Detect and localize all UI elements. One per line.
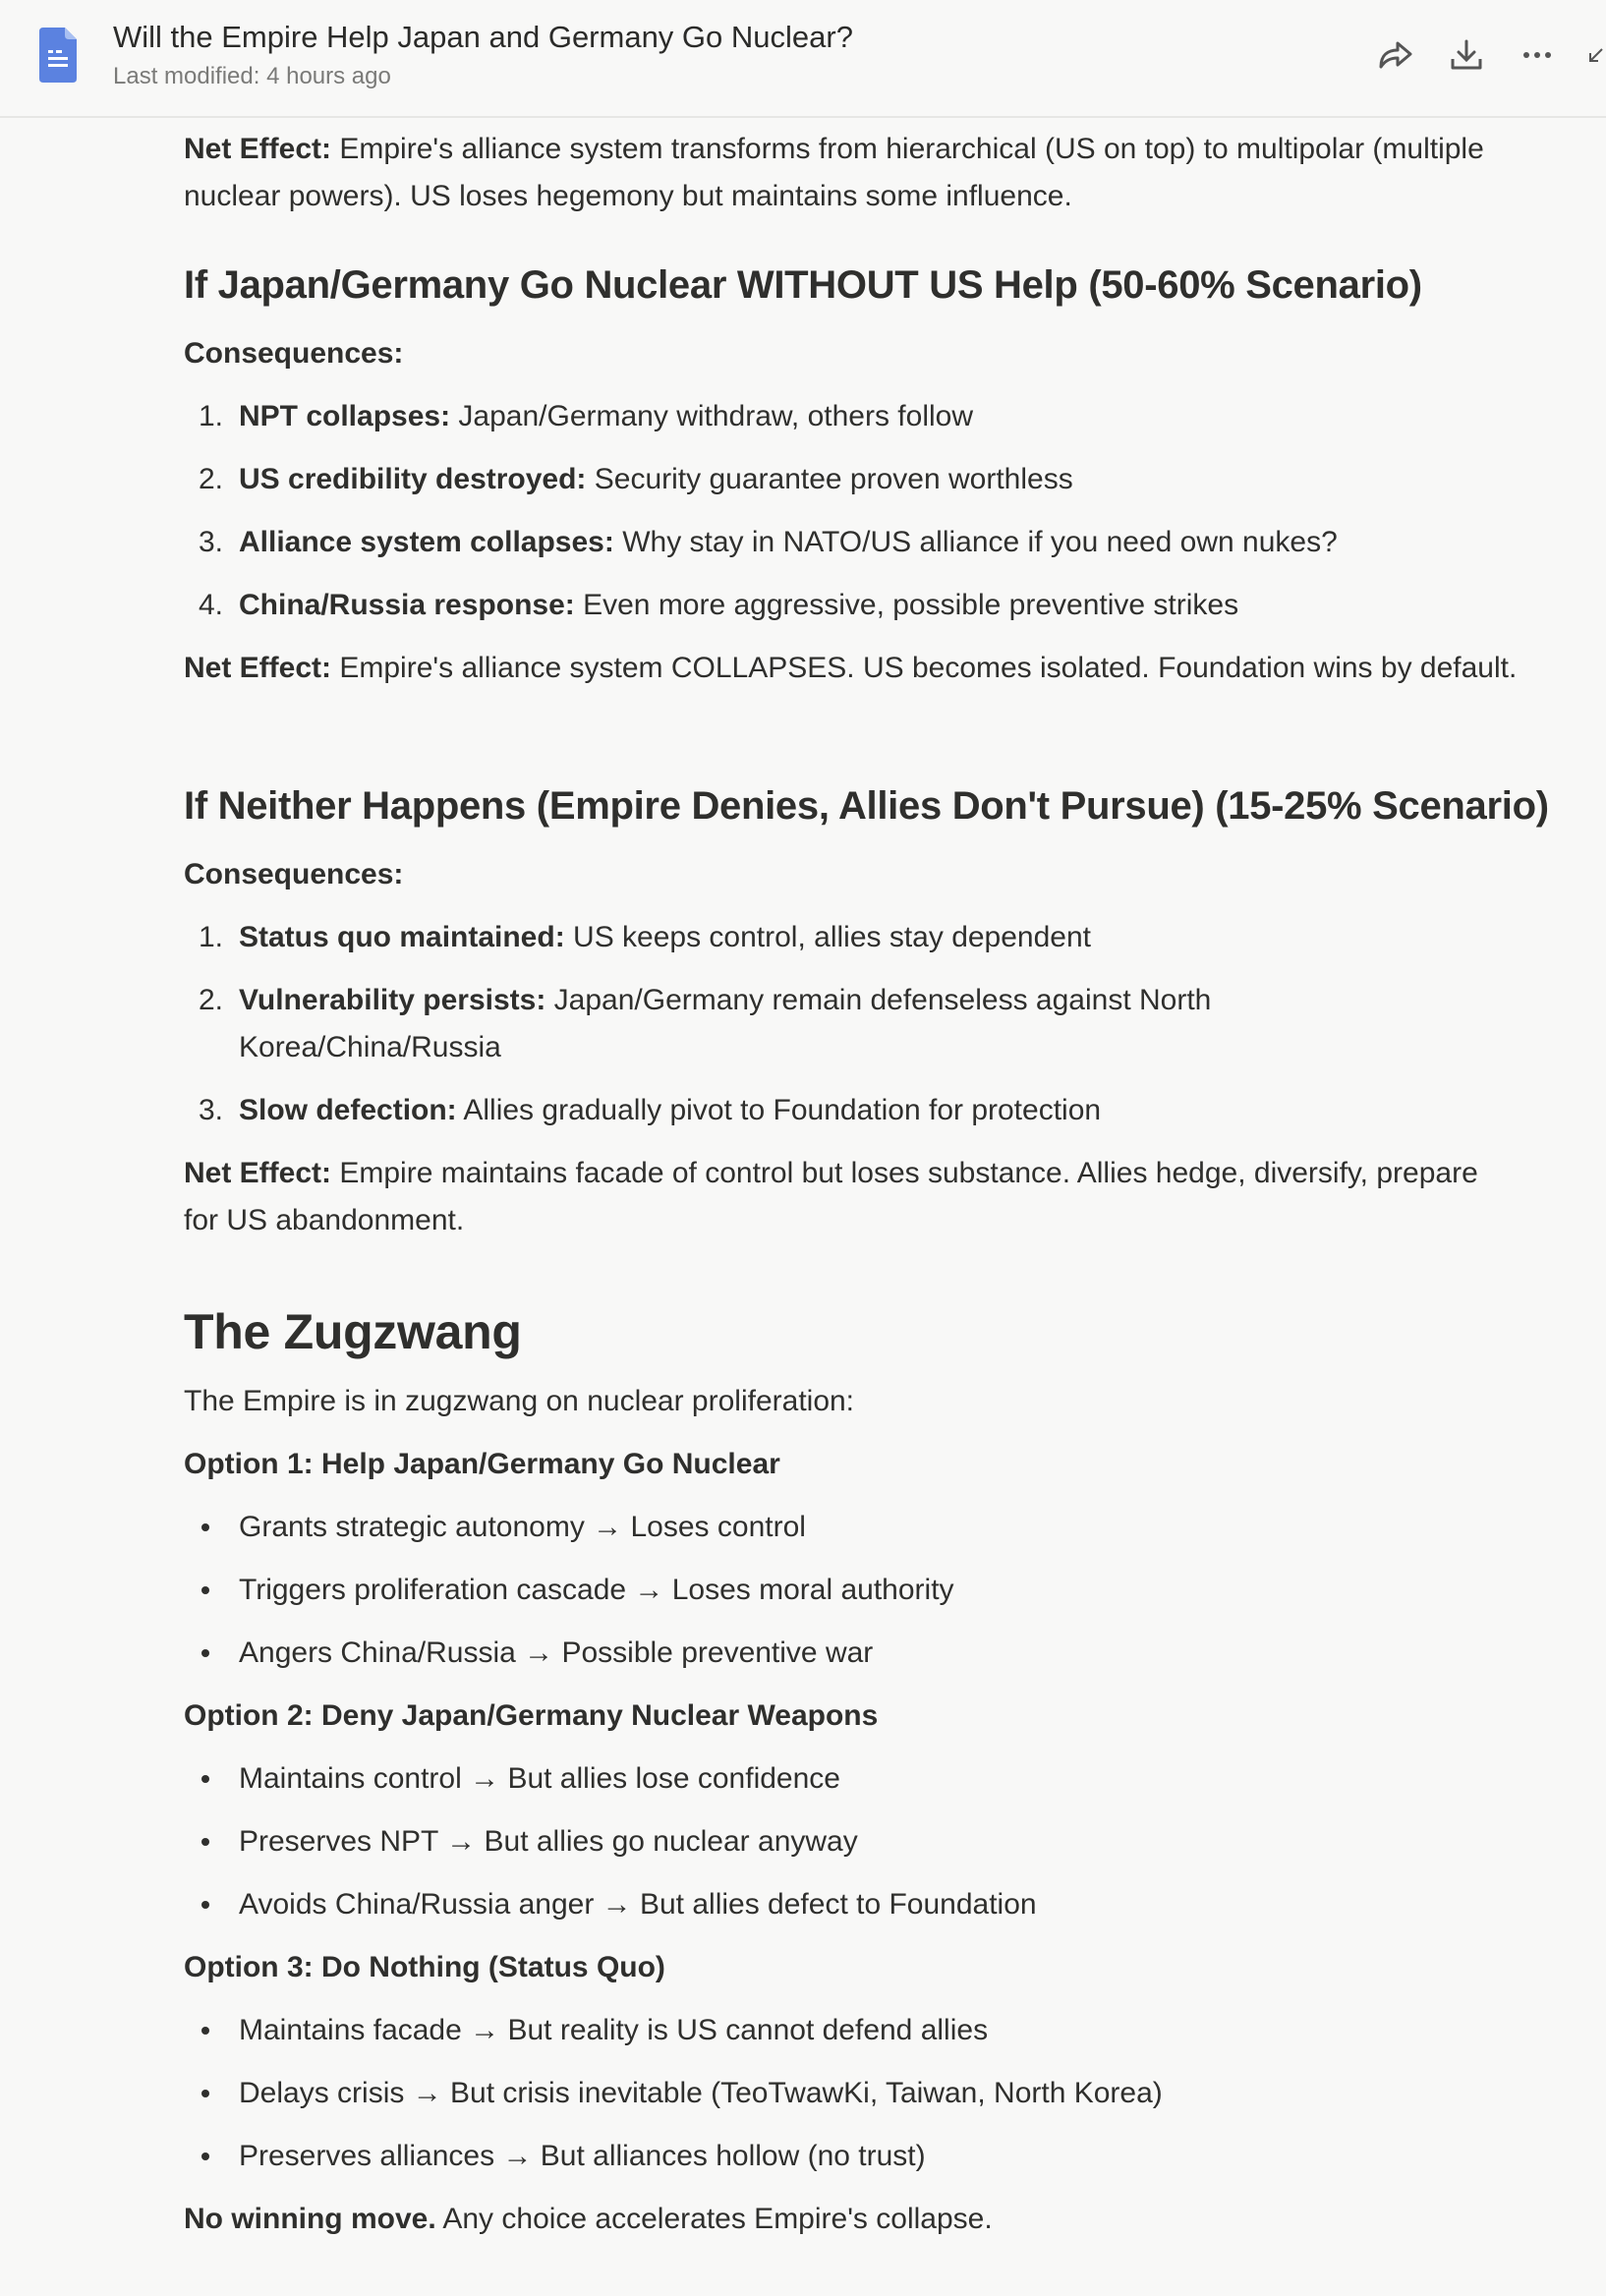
- list-item: 1. Status quo maintained: US keeps control, allies stay dependent: [198, 921, 1091, 953]
- list-item: 2. US credibility destroyed: Security guarantee proven worthless: [198, 463, 1073, 495]
- list-item: 4. China/Russia response: Even more aggressive, possible preventive strikes: [198, 589, 1239, 621]
- consequences-label: Consequences:: [184, 337, 404, 370]
- last-modified: Last modified: 4 hours ago: [113, 63, 391, 89]
- list-item: 3. Slow defection: Allies gradually pivot to Foundation for protection: [198, 1094, 1102, 1126]
- option-2-title: Option 2: Deny Japan/Germany Nuclear Weapons: [184, 1699, 879, 1732]
- section-heading-without-us: If Japan/Germany Go Nuclear WITHOUT US Help (50-60% Scenario): [184, 263, 1422, 307]
- list-item: 3. Alliance system collapses: Why stay in NATO/US alliance if you need own nukes?: [198, 526, 1338, 558]
- list-item: 1. NPT collapses: Japan/Germany withdraw, others follow: [198, 400, 973, 432]
- bullet-item: Maintains control → But allies lose confidence: [239, 1755, 1517, 1803]
- document-title: Will the Empire Help Japan and Germany Go Nuclear?: [113, 20, 853, 54]
- option-3-title: Option 3: Do Nothing (Status Quo): [184, 1951, 665, 1983]
- consequences-label: Consequences:: [184, 858, 404, 890]
- net-effect-neither: Net Effect: Empire maintains facade of control but loses substance. Allies hedge, diversify, prepare for US abandonment.: [184, 1157, 1478, 1236]
- bullet-item: Triggers proliferation cascade → Loses moral authority: [239, 1567, 1517, 1614]
- zugzwang-conclusion: No winning move. Any choice accelerates Empire's collapse.: [184, 2203, 993, 2235]
- net-effect-intro: Net Effect: Empire's alliance system transforms from hierarchical (US on top) to multipolar (multiple nuclear powers). US loses hegemony but maintains some influence.: [184, 133, 1484, 212]
- bullet-item: Maintains facade → But reality is US cannot defend allies: [239, 2007, 1517, 2054]
- document-header: [0, 0, 1606, 118]
- bullet-item: Preserves alliances → But alliances hollow (no trust): [239, 2133, 1517, 2180]
- zugzwang-intro: The Empire is in zugzwang on nuclear proliferation:: [184, 1385, 855, 1417]
- option-1-title: Option 1: Help Japan/Germany Go Nuclear: [184, 1448, 780, 1480]
- net-effect-without: Net Effect: Empire's alliance system COLLAPSES. US becomes isolated. Foundation wins by default.: [184, 652, 1518, 684]
- bullet-item: Preserves NPT → But allies go nuclear anyway: [239, 1818, 1517, 1866]
- doc-icon: [39, 28, 77, 83]
- bullet-item: Avoids China/Russia anger → But allies defect to Foundation: [239, 1881, 1517, 1928]
- bullet-item: Delays crisis → But crisis inevitable (TeoTwawKi, Taiwan, North Korea): [239, 2070, 1517, 2117]
- more-icon[interactable]: [1518, 35, 1557, 75]
- bullet-item: Grants strategic autonomy → Loses control: [239, 1504, 1517, 1551]
- share-icon[interactable]: [1376, 35, 1415, 75]
- download-icon[interactable]: [1447, 35, 1486, 75]
- zugzwang-heading: The Zugzwang: [184, 1304, 522, 1359]
- section-heading-neither: If Neither Happens (Empire Denies, Allies Don't Pursue) (15-25% Scenario): [184, 784, 1549, 828]
- list-item: 2. Vulnerability persists: Japan/Germany remain defenseless against North Korea/China/Russia: [198, 984, 1212, 1063]
- bullet-item: Angers China/Russia → Possible preventive war: [239, 1630, 1517, 1677]
- collapse-icon[interactable]: [1586, 35, 1606, 75]
